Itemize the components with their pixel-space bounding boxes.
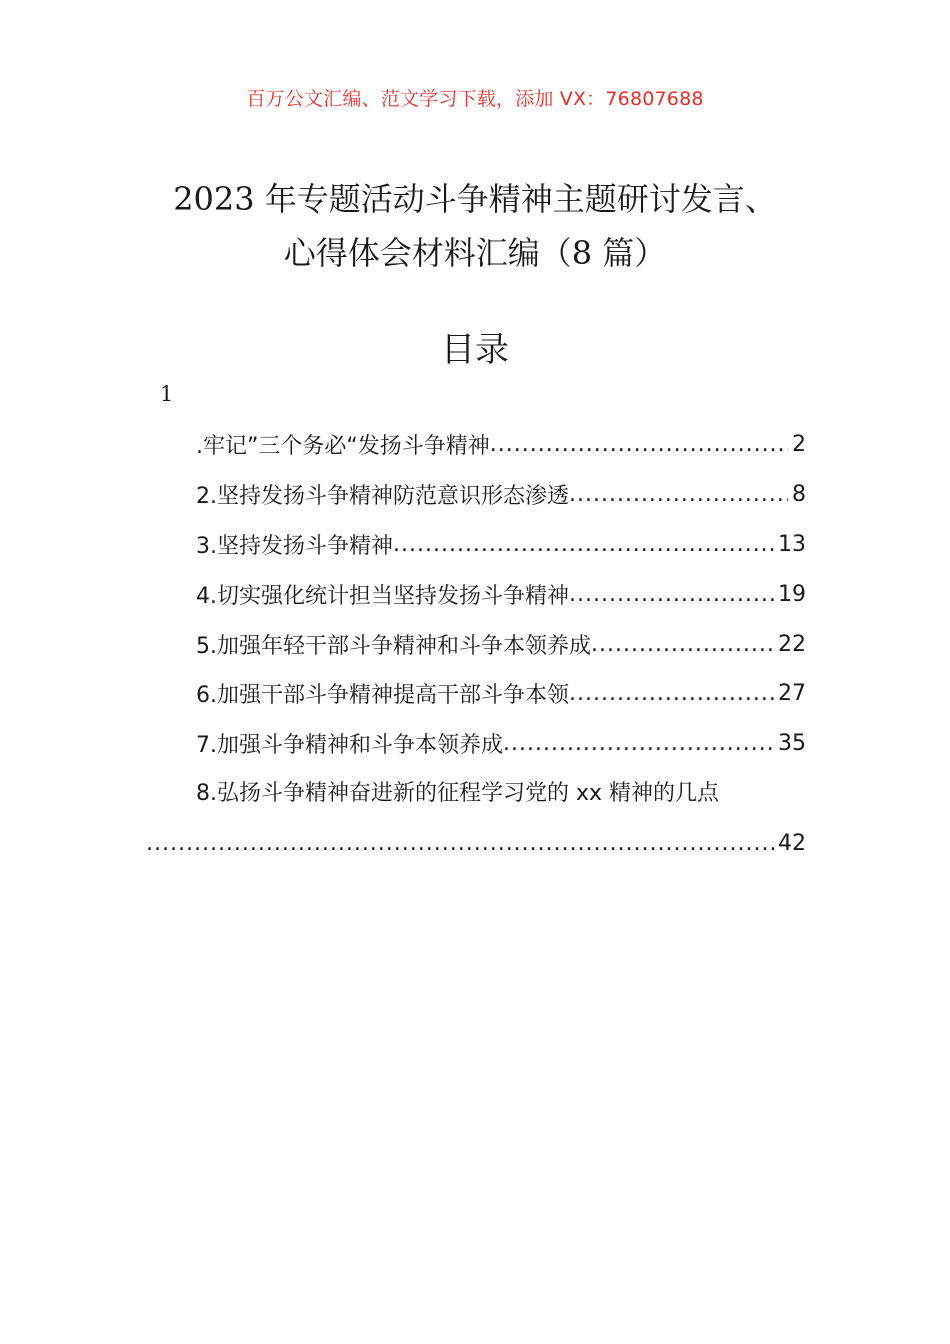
document-title [60, 172, 890, 280]
toc-entry-continuation [146, 818, 806, 868]
toc-entry-4[interactable] [146, 569, 806, 619]
toc-entry-title: 7.加强斗争精神和斗争本领养成 [146, 728, 503, 759]
toc-entry-page: 19 [778, 581, 806, 607]
toc-dot-leader [569, 681, 774, 706]
toc-entry-page: 22 [778, 631, 806, 657]
toc-entry-5[interactable] [146, 619, 806, 669]
toc-entry-7[interactable] [146, 719, 806, 769]
toc-entry-page: 27 [778, 681, 806, 707]
toc-entry-title: 5.加强年轻干部斗争精神和斗争本领养成 [146, 629, 591, 660]
toc-entry-title: .牢记”三个务必“发扬斗争精神 [146, 429, 490, 460]
toc-entry-page: 8 [792, 482, 806, 508]
toc-entry-3[interactable] [146, 520, 806, 570]
toc-entry-8[interactable] [146, 769, 806, 869]
toc-entry-1[interactable] [146, 420, 806, 470]
toc-entry-title: 6.加强干部斗争精神提高干部斗争本领 [146, 678, 569, 709]
toc-entry-title: 8.弘扬斗争精神奋进新的征程学习党的 xx 精神的几点 [196, 780, 720, 806]
document-title-line-1: 2023 年专题活动斗争精神主题研讨发言、 [173, 180, 777, 218]
toc-section-marker: 1 [160, 382, 174, 406]
toc-dot-leader [393, 532, 774, 557]
toc-entry-page: 2 [792, 432, 806, 458]
toc-entry-title: 2.坚持发扬斗争精神防范意识形态渗透 [146, 479, 569, 510]
toc-entry-title: 3.坚持发扬斗争精神 [146, 529, 393, 560]
toc-dot-leader [569, 482, 788, 507]
header-watermark-note: 百万公文汇编、范文学习下载，添加 VX：76807688 [246, 88, 704, 110]
toc-entry-page: 42 [778, 830, 806, 856]
toc-entry-page: 13 [778, 531, 806, 557]
toc-heading: 目录 [441, 330, 509, 370]
toc-entry-2[interactable] [146, 470, 806, 520]
toc-dot-leader [591, 632, 774, 657]
toc-list [146, 420, 806, 868]
toc-entry-title: 4.切实强化统计担当坚持发扬斗争精神 [146, 579, 569, 610]
toc-dot-leader [490, 432, 788, 457]
toc-dot-leader [503, 731, 774, 756]
toc-entry-6[interactable] [146, 669, 806, 719]
toc-dot-leader [146, 831, 774, 856]
document-title-line-2: 心得体会材料汇编（8 篇） [283, 234, 667, 272]
toc-entry-page: 35 [778, 731, 806, 757]
toc-dot-leader [569, 582, 774, 607]
